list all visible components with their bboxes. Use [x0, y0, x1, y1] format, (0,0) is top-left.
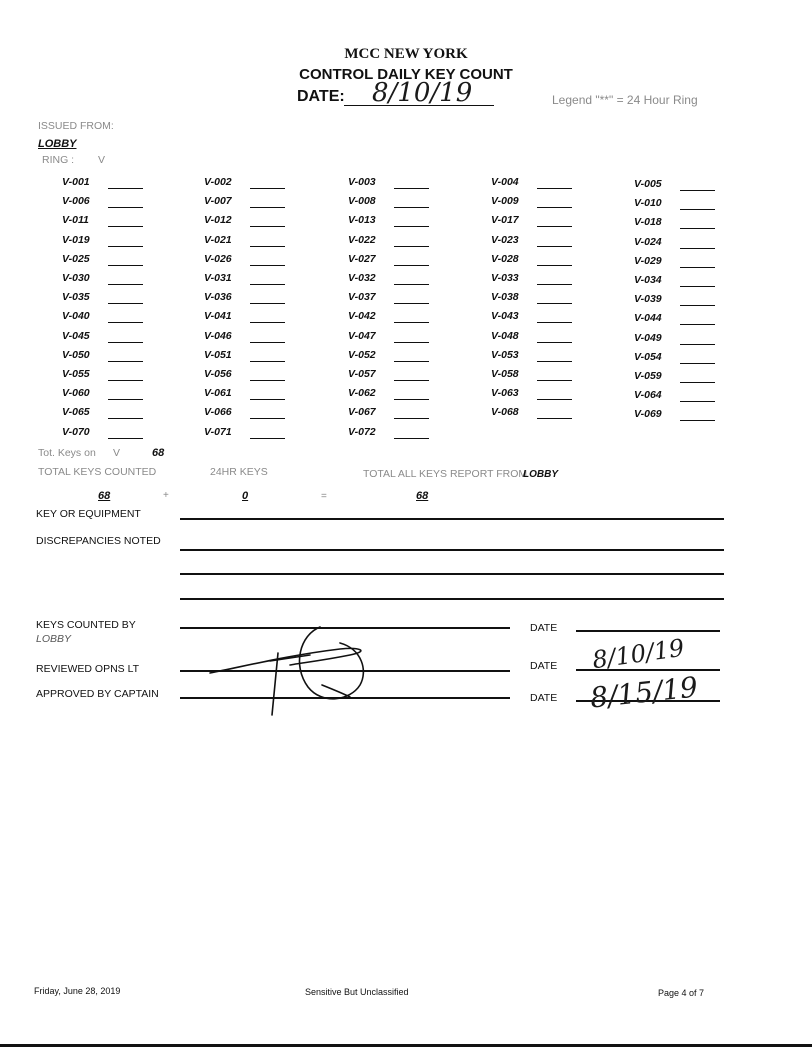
key-code: V-026	[204, 252, 232, 265]
key-count-blank	[108, 380, 143, 381]
key-slot	[348, 195, 488, 215]
key-code: V-054	[634, 350, 662, 363]
key-count-blank	[537, 207, 572, 208]
key-code: V-064	[634, 389, 662, 402]
reviewed-date-handwritten: 8/10/19	[590, 633, 687, 675]
key-count-blank	[250, 361, 285, 362]
key-count-blank	[394, 265, 429, 266]
key-code: V-039	[634, 293, 662, 306]
key-slot	[62, 330, 202, 350]
key-slot	[204, 349, 344, 369]
key-slot	[634, 274, 774, 294]
key-count-blank	[394, 303, 429, 304]
all-value: 68	[416, 490, 429, 502]
key-slot	[491, 330, 631, 350]
key-slot	[204, 214, 344, 234]
key-code: V-071	[204, 425, 232, 438]
approved-date-label: DATE	[530, 692, 558, 704]
key-slot	[62, 195, 202, 215]
key-count-blank	[250, 438, 285, 439]
keys-counted-by-label: KEYS COUNTED BY	[36, 619, 136, 631]
key-count-blank	[680, 401, 715, 402]
key-count-blank	[394, 226, 429, 227]
key-code: V-066	[204, 406, 232, 419]
key-slot	[204, 387, 344, 407]
key-code: V-041	[204, 310, 232, 323]
key-count-blank	[250, 226, 285, 227]
key-code: V-045	[62, 329, 90, 342]
key-count-blank	[108, 226, 143, 227]
key-count-blank	[394, 246, 429, 247]
key-code: V-030	[62, 272, 90, 284]
key-count-blank	[537, 418, 572, 419]
key-count-blank	[680, 305, 715, 306]
key-count-blank	[250, 284, 285, 285]
key-slot	[348, 234, 488, 254]
key-code: V-052	[348, 348, 376, 361]
key-slot	[348, 387, 488, 407]
org-title: MCC NEW YORK	[344, 46, 468, 62]
key-slot	[204, 272, 344, 292]
counted-value: 68	[98, 490, 111, 502]
key-slot	[491, 387, 631, 407]
key-count-blank	[394, 438, 429, 439]
plus-sign: +	[163, 490, 169, 501]
key-code: V-009	[491, 195, 519, 208]
key-code: V-057	[348, 368, 376, 380]
key-code: V-011	[62, 214, 89, 227]
key-count-blank	[250, 342, 285, 343]
key-slot	[634, 293, 774, 313]
key-code: V-067	[348, 406, 376, 419]
key-slot	[62, 406, 202, 426]
key-code: V-010	[634, 197, 662, 210]
key-code: V-069	[634, 408, 662, 421]
key-slot	[634, 312, 774, 332]
key-count-blank	[680, 209, 715, 210]
key-slot	[491, 195, 631, 215]
key-slot	[634, 236, 774, 256]
key-slot	[204, 176, 344, 196]
key-slot	[348, 426, 488, 446]
key-slot	[491, 349, 631, 369]
key-code: V-068	[491, 406, 519, 419]
key-slot	[348, 406, 488, 426]
key-count-blank	[680, 324, 715, 325]
key-count-blank	[537, 322, 572, 323]
key-count-blank	[680, 267, 715, 268]
key-slot	[348, 330, 488, 350]
key-slot	[348, 253, 488, 273]
key-code: V-061	[204, 387, 232, 400]
key-count-blank	[537, 303, 572, 304]
page-number: Page 4 of 7	[658, 988, 705, 998]
key-slot	[62, 310, 202, 330]
key-count-blank	[250, 207, 285, 208]
key-code: V-047	[348, 329, 376, 342]
key-code: V-055	[62, 368, 90, 380]
all-keys-label: TOTAL ALL KEYS REPORT FROM	[363, 468, 528, 480]
key-slot	[348, 349, 488, 369]
key-code: V-022	[348, 233, 376, 246]
key-count-blank	[394, 207, 429, 208]
total-counted-label: TOTAL KEYS COUNTED	[38, 466, 157, 478]
key-code: V-018	[634, 216, 662, 229]
key-slot	[62, 272, 202, 292]
key-slot	[204, 310, 344, 330]
key-count-blank	[108, 303, 143, 304]
reviewed-date-label: DATE	[530, 660, 558, 672]
key-code: V-058	[491, 368, 519, 380]
key-slot	[348, 214, 488, 234]
key-slot	[348, 272, 488, 292]
key-code: V-043	[491, 310, 519, 323]
key-slot	[491, 272, 631, 292]
key-slot	[491, 214, 631, 234]
key-slot	[348, 176, 488, 196]
key-code: V-059	[634, 370, 662, 382]
key-code: V-024	[634, 235, 662, 248]
key-code: V-040	[62, 310, 90, 323]
key-slot	[491, 310, 631, 330]
key-count-blank	[537, 265, 572, 266]
tot-keys-value: 68	[152, 447, 165, 459]
key-code: V-060	[62, 387, 90, 400]
key-count-blank	[394, 342, 429, 343]
approved-date-handwritten: 8/15/19	[588, 670, 700, 715]
printed-date: Friday, June 28, 2019	[34, 986, 121, 996]
key-count-blank	[108, 438, 143, 439]
key-code: V-028	[491, 252, 519, 265]
key-code: V-008	[348, 195, 376, 208]
key-code: V-070	[62, 425, 90, 438]
key-slot	[204, 291, 344, 311]
key-slot	[62, 387, 202, 407]
key-code: V-027	[348, 252, 376, 265]
key-slot	[634, 255, 774, 275]
key-code: V-042	[348, 310, 376, 323]
key-code: V-006	[62, 195, 90, 208]
key-count-blank	[108, 265, 143, 266]
key-slot	[204, 195, 344, 215]
keys-counted-location: LOBBY	[36, 633, 72, 645]
key-slot	[348, 368, 488, 388]
key-code: V-062	[348, 387, 376, 400]
tot-keys-label: Tot. Keys on	[38, 447, 96, 459]
key-code: V-012	[204, 214, 232, 227]
key-count-blank	[394, 322, 429, 323]
key-code: V-034	[634, 274, 662, 286]
key-code: V-044	[634, 312, 662, 325]
key-slot	[634, 351, 774, 371]
key-code: V-004	[491, 176, 519, 188]
key-code: V-038	[491, 291, 519, 304]
key-code: V-017	[491, 214, 519, 227]
key-count-blank	[680, 344, 715, 345]
key-code: V-037	[348, 291, 376, 304]
key-code: V-056	[204, 368, 232, 380]
key-code: V-035	[62, 291, 90, 304]
discrepancies-line-2	[180, 573, 724, 575]
key-slot	[634, 389, 774, 409]
key-code: V-021	[204, 233, 232, 246]
page-title: CONTROL DAILY KEY COUNT	[299, 66, 513, 83]
key-count-blank	[680, 190, 715, 191]
key-code: V-001	[62, 176, 90, 188]
key-count-blank	[680, 248, 715, 249]
key-count-blank	[108, 284, 143, 285]
key-equipment-label: KEY OR EQUIPMENT	[36, 508, 141, 520]
date-value-handwritten: 8/10/19	[372, 78, 473, 108]
key-count-blank	[680, 228, 715, 229]
reviewed-label: REVIEWED OPNS LT	[36, 663, 140, 675]
bottom-border	[0, 1044, 812, 1047]
issued-from-label: ISSUED FROM:	[38, 120, 114, 132]
equals-sign: =	[321, 491, 327, 502]
key-slot	[634, 332, 774, 352]
key-slot	[62, 368, 202, 388]
location-heading: LOBBY	[38, 138, 77, 150]
hr24-label: 24HR KEYS	[210, 466, 268, 478]
all-keys-location: LOBBY	[523, 469, 558, 480]
key-slot	[491, 234, 631, 254]
key-slot	[62, 349, 202, 369]
key-count-blank	[537, 246, 572, 247]
key-code: V-050	[62, 348, 90, 361]
date-label: DATE:	[297, 88, 345, 105]
key-count-blank	[250, 246, 285, 247]
key-count-blank	[394, 418, 429, 419]
key-count-blank	[108, 418, 143, 419]
key-count-blank	[537, 399, 572, 400]
key-slot	[62, 234, 202, 254]
key-code: V-032	[348, 272, 376, 284]
key-code: V-053	[491, 348, 519, 361]
key-code: V-063	[491, 387, 519, 400]
key-count-blank	[108, 399, 143, 400]
key-count-blank	[108, 361, 143, 362]
tot-keys-ring: V	[113, 447, 121, 459]
key-count-blank	[108, 207, 143, 208]
key-code: V-013	[348, 214, 376, 227]
approved-label: APPROVED BY CAPTAIN	[36, 688, 159, 700]
discrepancies-line-1	[180, 549, 724, 551]
key-slot	[62, 291, 202, 311]
key-count-blank	[250, 303, 285, 304]
key-count-blank	[537, 284, 572, 285]
key-equipment-line	[180, 518, 724, 520]
key-count-blank	[108, 188, 143, 189]
key-count-blank	[250, 399, 285, 400]
key-slot	[204, 406, 344, 426]
key-count-blank	[108, 342, 143, 343]
key-code: V-072	[348, 425, 376, 438]
key-slot	[491, 253, 631, 273]
key-code: V-025	[62, 252, 90, 265]
key-count-blank	[537, 226, 572, 227]
key-code: V-048	[491, 329, 519, 342]
key-count-blank	[680, 382, 715, 383]
key-slot	[204, 368, 344, 388]
key-count-blank	[250, 188, 285, 189]
key-code: V-029	[634, 254, 662, 267]
key-code: V-005	[634, 178, 662, 190]
ring-label: RING :	[42, 154, 75, 166]
key-count-blank	[250, 418, 285, 419]
key-code: V-065	[62, 406, 90, 419]
key-slot	[491, 406, 631, 426]
key-count-blank	[394, 361, 429, 362]
key-slot	[491, 291, 631, 311]
key-code: V-031	[204, 272, 232, 284]
key-slot	[491, 368, 631, 388]
key-slot	[62, 253, 202, 273]
key-count-blank	[537, 380, 572, 381]
key-slot	[634, 370, 774, 390]
key-count-blank	[537, 188, 572, 189]
key-slot	[204, 253, 344, 273]
key-count-blank	[250, 322, 285, 323]
key-code: V-036	[204, 291, 232, 304]
discrepancies-line-3	[180, 598, 724, 600]
key-code: V-002	[204, 176, 232, 188]
key-count-blank	[108, 322, 143, 323]
key-code: V-023	[491, 233, 519, 246]
ring-value: V	[98, 154, 106, 166]
legend: Legend "**" = 24 Hour Ring	[552, 93, 698, 107]
discrepancies-label: DISCREPANCIES NOTED	[36, 535, 161, 547]
key-count-blank	[394, 284, 429, 285]
key-slot	[62, 176, 202, 196]
key-slot	[634, 408, 774, 428]
key-code: V-007	[204, 195, 232, 208]
key-slot	[634, 197, 774, 217]
key-code: V-049	[634, 331, 662, 344]
classification: Sensitive But Unclassified	[305, 987, 409, 997]
key-count-blank	[394, 380, 429, 381]
key-code: V-046	[204, 329, 232, 342]
key-slot	[204, 330, 344, 350]
key-slot	[348, 310, 488, 330]
key-grid	[62, 176, 762, 446]
key-count-blank	[250, 265, 285, 266]
key-count-blank	[680, 363, 715, 364]
key-slot	[634, 178, 774, 198]
key-count-blank	[108, 246, 143, 247]
key-slot	[634, 216, 774, 236]
key-count-blank	[394, 188, 429, 189]
date-underline	[344, 105, 494, 106]
key-slot	[62, 426, 202, 446]
key-count-blank	[680, 286, 715, 287]
keys-counted-date-label: DATE	[530, 622, 558, 634]
key-code: V-003	[348, 176, 376, 188]
key-count-blank	[250, 380, 285, 381]
signature-scribble	[200, 615, 380, 725]
key-count-blank	[680, 420, 715, 421]
key-count-blank	[537, 342, 572, 343]
key-code: V-051	[204, 348, 232, 361]
key-slot	[62, 214, 202, 234]
key-count-blank	[394, 399, 429, 400]
key-slot	[348, 291, 488, 311]
key-code: V-033	[491, 272, 519, 284]
key-count-blank	[537, 361, 572, 362]
key-slot	[204, 426, 344, 446]
key-code: V-019	[62, 233, 90, 246]
keys-counted-date-line	[576, 630, 720, 632]
key-slot	[491, 176, 631, 196]
key-slot	[204, 234, 344, 254]
hr24-value: 0	[242, 490, 249, 502]
